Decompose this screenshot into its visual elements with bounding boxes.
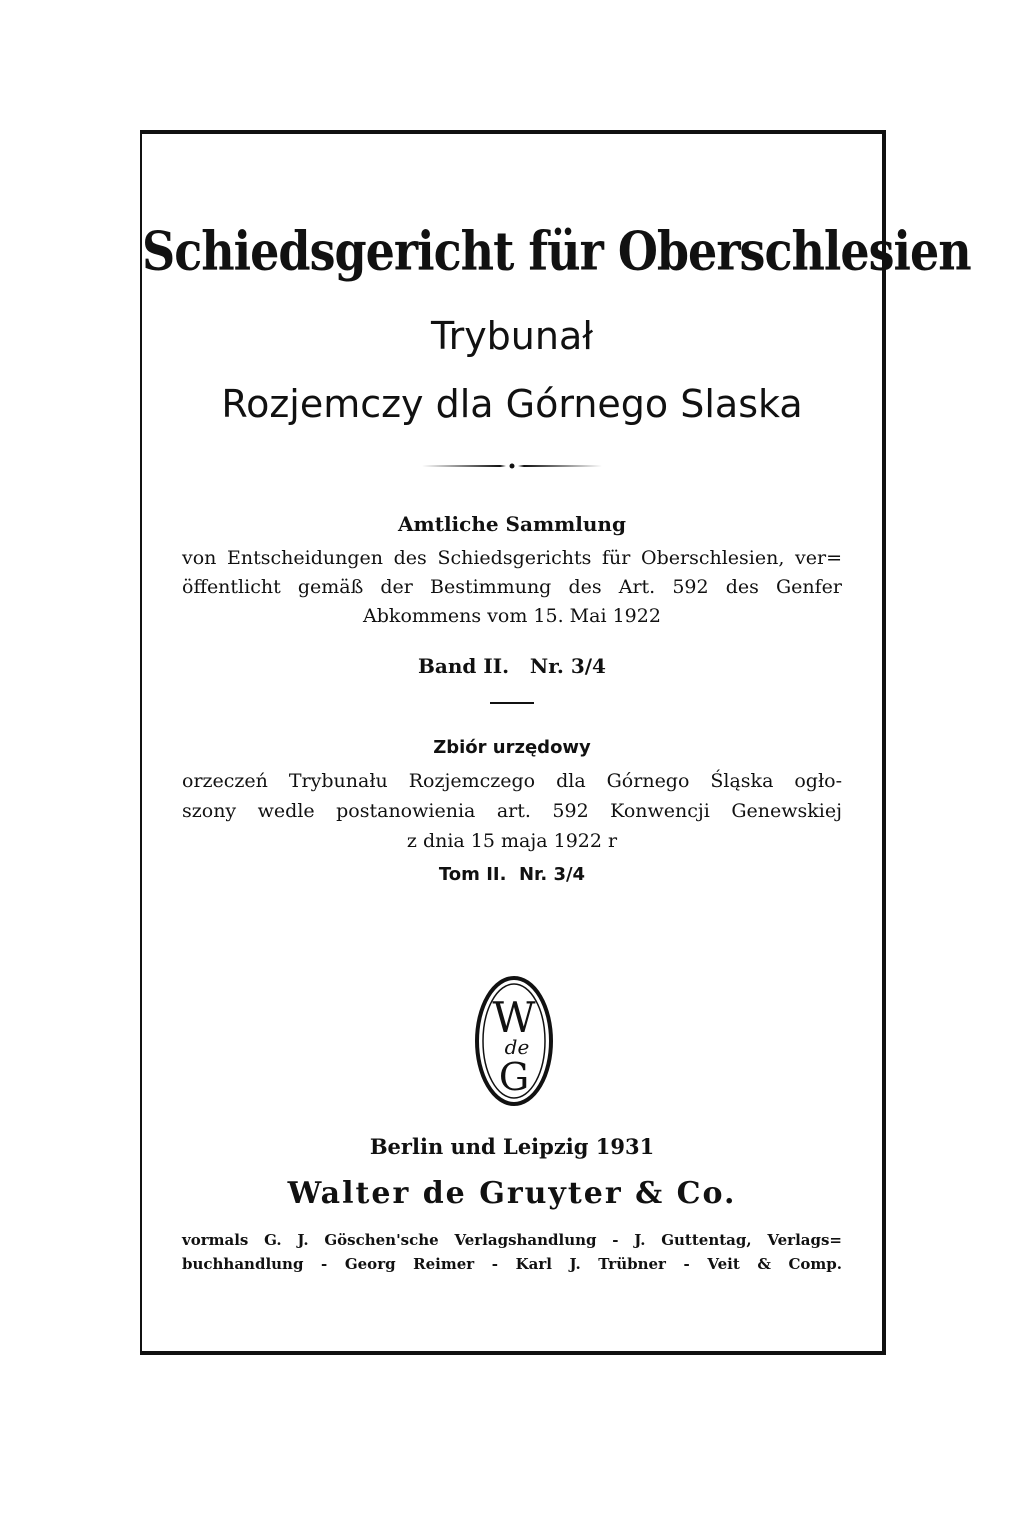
german-volume-number: Band II. Nr. 3/4 xyxy=(418,654,606,678)
german-title: Schiedsgericht für Oberschlesien xyxy=(142,219,971,283)
polish-description-line: z dnia 15 maja 1922 r xyxy=(406,830,618,852)
polish-title-line-1: Trybunał xyxy=(430,314,594,358)
polish-description-line: orzeczeń Trybunału Rozjemczego dla Górnego Śląska ogło- xyxy=(182,770,842,792)
logo-letters-de: de xyxy=(504,1035,530,1059)
german-description xyxy=(182,544,842,631)
former-publishers-line: vormals G. J. Göschen'sche Verlagshandlung - J. Guttentag, Verlags= xyxy=(182,1231,842,1249)
polish-volume-number: Tom II. Nr. 3/4 xyxy=(438,864,586,885)
former-publishers xyxy=(182,1228,842,1276)
publisher-name: Walter de Gruyter & Co. xyxy=(287,1176,737,1211)
german-description-line: Abkommens vom 15. Mai 1922 xyxy=(363,605,661,627)
polish-title-line-2: Rozjemczy dla Górnego Slaska xyxy=(221,382,803,426)
former-publishers-line: buchhandlung - Georg Reimer - Karl J. Trübner - Veit & Comp. xyxy=(182,1255,842,1273)
title-page-frame xyxy=(140,130,971,1355)
german-collection-heading: Amtliche Sammlung xyxy=(398,512,626,536)
ornamental-divider xyxy=(142,462,882,470)
logo-letter-g: G xyxy=(498,1055,530,1099)
german-description-line: öffentlicht gemäß der Bestimmung des Art. 592 des Genfer xyxy=(182,576,842,598)
logo-letter-w: W xyxy=(492,993,536,1042)
german-description-line: von Entscheidungen des Schiedsgerichts für Oberschlesien, ver= xyxy=(182,547,842,569)
polish-collection-heading: Zbiór urzędowy xyxy=(433,737,591,758)
polish-description-line: szony wedle postanowienia art. 592 Konwencji Genewskiej xyxy=(182,800,842,822)
place-and-year: Berlin und Leipzig 1931 xyxy=(369,1134,655,1159)
short-divider xyxy=(142,701,882,705)
polish-description xyxy=(182,766,842,856)
publisher-logo xyxy=(473,974,555,1113)
